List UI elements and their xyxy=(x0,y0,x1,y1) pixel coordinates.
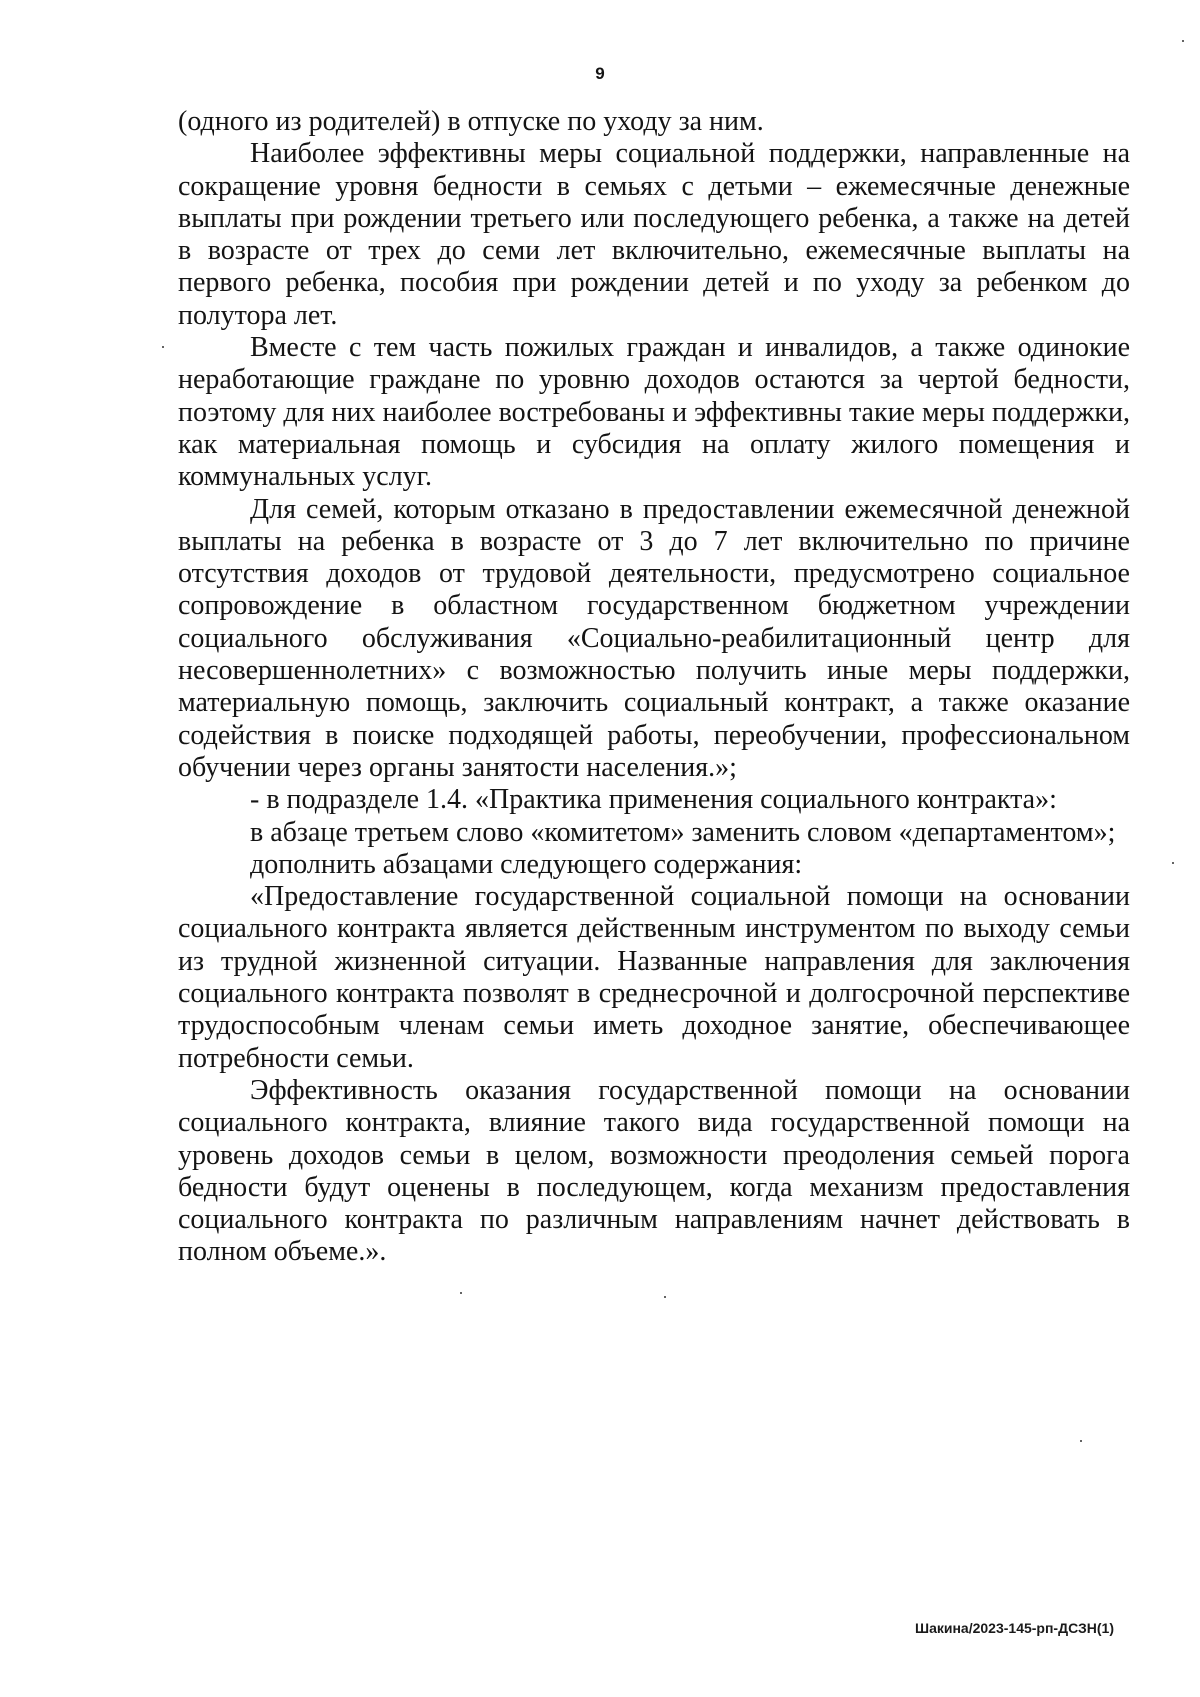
scan-speck xyxy=(664,1296,666,1298)
paragraph-effectiveness: Эффективность оказания государственной помощи на основании социального контракта, влияние такого вида государственной помощи на уровень доходов семьи в целом, возможности преодоления семьей порога бедности будут оценены в последующем, когда механизм предоставления социального контракта по различным направлениям начнет действовать в полном объеме.». xyxy=(178,1074,1130,1268)
paragraph-supplement: дополнить абзацами следующего содержания: xyxy=(250,848,803,880)
document-registration-code: Шакина/2023-145-рп-ДСЗН(1) xyxy=(915,1620,1114,1636)
scan-speck xyxy=(1080,1440,1082,1442)
paragraph-social-contract-aid: «Предоставление государственной социальной помощи на основании социального контракта является действенным инструментом по выходу семьи из трудной жизненной ситуации. Названные направления для заключения социального контракта позволят в среднесрочной и долгосрочной перспективе трудоспособным членам семьи иметь доходное занятие, обеспечивающее потребности семьи. xyxy=(178,881,1130,1074)
scan-speck xyxy=(1172,862,1174,864)
scan-speck xyxy=(162,346,164,348)
document-body xyxy=(178,106,1130,1269)
paragraph-continuation: (одного из родителей) в отпуске по уходу за ним. xyxy=(178,106,764,137)
scan-speck xyxy=(460,1292,462,1294)
paragraph-elderly-disabled: Вместе с тем часть пожилых граждан и инвалидов, а также одинокие неработающие граждане по уровню доходов остаются за чертой бедности, поэтому для них наиболее востребованы и эффективны такие меры поддержки, как материальная помощь и субсидия на оплату жилого помещения и коммунальных услуг. xyxy=(178,332,1130,493)
scan-speck xyxy=(1182,40,1184,42)
paragraph-families-refused: Для семей, которым отказано в предоставлении ежемесячной денежной выплаты на ребенка в возрасте от 3 до 7 лет включительно по причине отсутствия доходов от трудовой деятельности, предусмотрено социальное сопровождение в областном государственном бюджетном учреждении социального обслуживания «Социально-реабилитационный центр для несовершеннолетних» с возможностью получить иные меры поддержки, материальную помощь, заключить социальный контракт, а также оказание содействия в поиске подходящей работы, переобучении, профессиональном обучении через органы занятости населения.»; xyxy=(178,493,1130,783)
paragraph-effective-measures: Наиболее эффективны меры социальной поддержки, направленные на сокращение уровня бедности в семьях с детьми – ежемесячные денежные выплаты при рождении третьего или последующего ребенка, а также на детей в возрасте от трех до семи лет включительно, ежемесячные выплаты на первого ребенка, пособия при рождении детей и по уходу за ребенком до полутора лет. xyxy=(178,138,1130,331)
page-number: 9 xyxy=(595,64,605,83)
paragraph-replace-word: в абзаце третьем слово «комитетом» заменить словом «департаментом»; xyxy=(250,816,1116,848)
paragraph-subsection-1-4: - в подразделе 1.4. «Практика применения социального контракта»: xyxy=(250,784,1057,816)
